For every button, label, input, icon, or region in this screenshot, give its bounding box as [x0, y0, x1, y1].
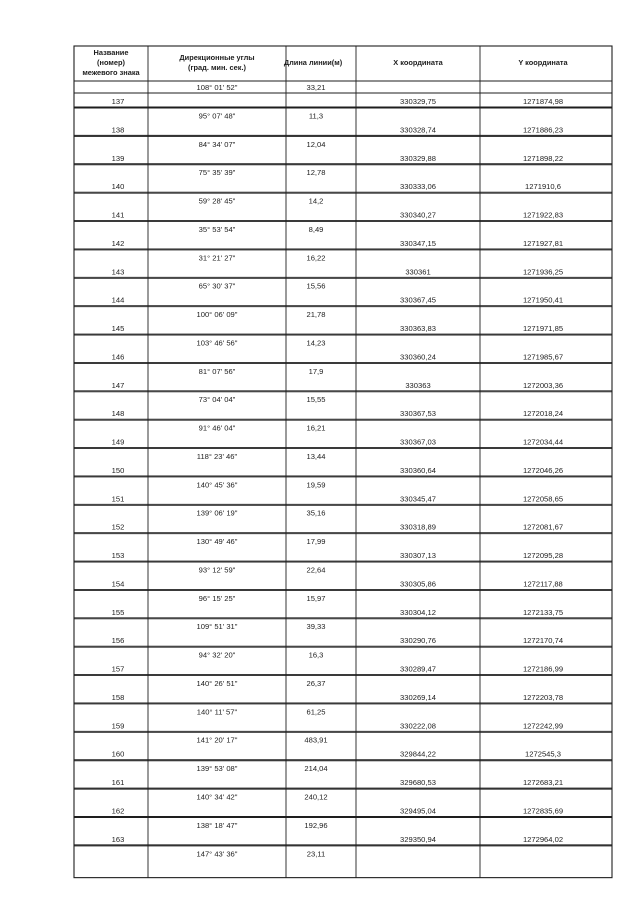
boundary-mark-number: 145	[111, 324, 125, 334]
direction-angle: 73° 04' 04"	[198, 395, 236, 405]
y-coordinate: 1272203,78	[522, 692, 564, 702]
boundary-mark-number: 162	[111, 806, 125, 816]
boundary-mark-number: 153	[111, 551, 125, 561]
direction-angle: 139° 53' 08"	[196, 764, 238, 774]
header-angle-line1: Дирекционные углы	[179, 53, 255, 62]
boundary-mark-number: 149	[111, 437, 125, 447]
direction-angle: 147° 43' 36"	[196, 849, 238, 859]
direction-angle: 103° 46' 56"	[196, 338, 238, 348]
y-coordinate: 1272964,02	[522, 834, 564, 844]
boundary-mark-number: 141	[111, 210, 125, 220]
line-length: 21,78	[306, 310, 326, 320]
direction-angle: 91° 46' 04"	[198, 423, 236, 433]
y-coordinate: 1272117,88	[523, 579, 563, 589]
direction-angle: 100° 06' 09"	[196, 310, 238, 320]
line-length: 16,22	[306, 253, 326, 263]
boundary-mark-number: 144	[111, 295, 125, 305]
direction-angle: 94° 32' 20"	[198, 650, 236, 660]
line-length: 16,3	[308, 650, 324, 660]
direction-angle: 93° 12' 59"	[198, 565, 236, 575]
table-body	[112, 83, 563, 858]
boundary-mark-number: 140	[111, 182, 125, 192]
boundary-mark-number: 147	[111, 380, 125, 390]
boundary-mark-number: 156	[111, 636, 125, 646]
y-coordinate: 1271910,6	[525, 182, 561, 192]
x-coordinate: 330367,03	[400, 437, 436, 447]
header-length: Длина линии(м)	[283, 58, 343, 67]
x-coordinate: 330289,47	[400, 664, 436, 674]
line-length: 23,11	[306, 849, 326, 859]
direction-angle: 108° 01' 52"	[196, 83, 238, 92]
direction-angle: 84° 34' 07"	[198, 139, 236, 149]
direction-angle: 140° 45' 36"	[196, 480, 238, 490]
y-coordinate: 1271985,67	[522, 352, 564, 362]
line-length: 33,21	[306, 83, 326, 92]
x-coordinate: 330367,53	[400, 409, 436, 419]
line-length: 12,04	[306, 139, 326, 149]
y-coordinate: 1272018,24	[522, 409, 564, 419]
boundary-mark-number: 146	[111, 352, 125, 362]
x-coordinate: 330360,64	[400, 465, 436, 475]
direction-angle: 140° 11' 57"	[196, 707, 238, 717]
direction-angle: 139° 06' 19"	[196, 508, 238, 518]
direction-angle: 35° 53' 54"	[198, 224, 236, 234]
x-coordinate: 330347,15	[400, 238, 436, 248]
header-mark-line1: Название	[93, 48, 129, 57]
y-coordinate: 1272835,69	[522, 806, 564, 816]
y-coordinate: 1272242,99	[522, 721, 564, 731]
boundary-mark-number: 154	[111, 579, 125, 589]
y-coordinate: 1271936,25	[522, 267, 564, 277]
y-coordinate: 1272683,21	[522, 778, 564, 788]
boundary-mark-number: 151	[111, 494, 125, 504]
boundary-mark-number: 138	[111, 125, 125, 135]
header-x-coordinate: X координата	[393, 58, 443, 67]
y-coordinate: 1272545,3	[525, 749, 561, 759]
line-length: 240,12	[304, 792, 328, 802]
direction-angle: 140° 34' 42"	[196, 792, 238, 802]
boundary-mark-number: 139	[111, 153, 125, 163]
line-length: 14,2	[308, 196, 324, 206]
boundary-mark-number: 163	[111, 834, 125, 844]
y-coordinate: 1271898,22	[522, 153, 564, 163]
y-coordinate: 1271874,98	[522, 97, 564, 106]
line-length: 19,59	[306, 480, 326, 490]
line-length: 483,91	[304, 735, 328, 745]
y-coordinate: 1272046,26	[522, 465, 564, 475]
x-coordinate: 329680,53	[400, 778, 436, 788]
y-coordinate: 1271950,41	[522, 295, 564, 305]
line-length: 12,78	[306, 168, 326, 178]
boundary-mark-number: 160	[111, 749, 125, 759]
direction-angle: 138° 18' 47"	[196, 820, 238, 830]
x-coordinate: 330345,47	[400, 494, 436, 504]
y-coordinate: 1271886,23	[522, 125, 564, 135]
line-length: 15,56	[306, 281, 326, 291]
x-coordinate: 330328,74	[400, 125, 436, 135]
x-coordinate: 329495,04	[400, 806, 436, 816]
x-coordinate: 329844,22	[400, 749, 436, 759]
x-coordinate: 330367,45	[400, 295, 436, 305]
direction-angle: 140° 26' 51"	[196, 678, 238, 688]
direction-angle: 59° 28' 45"	[198, 196, 236, 206]
line-length: 39,33	[306, 622, 326, 632]
x-coordinate: 329350,94	[400, 834, 436, 844]
y-coordinate: 1272186,99	[522, 664, 564, 674]
direction-angle: 130° 49' 46"	[196, 537, 238, 547]
boundary-mark-number: 143	[111, 267, 125, 277]
header-mark-line3: межевого знака	[82, 68, 140, 77]
x-coordinate: 330290,76	[400, 636, 436, 646]
line-length: 15,55	[306, 395, 326, 405]
y-coordinate: 1272034,44	[522, 437, 564, 447]
x-coordinate: 330307,13	[400, 551, 436, 561]
boundary-mark-number: 161	[111, 778, 125, 788]
x-coordinate: 330361	[405, 267, 431, 277]
direction-angle: 31° 21' 27"	[198, 253, 236, 263]
line-length: 22,64	[306, 565, 326, 575]
boundary-mark-number: 157	[111, 664, 125, 674]
x-coordinate: 330318,89	[400, 522, 436, 532]
header-mark-line2: (номер)	[97, 58, 125, 67]
direction-angle: 95° 07' 48"	[198, 111, 236, 121]
y-coordinate: 1272081,67	[522, 522, 564, 532]
x-coordinate: 330360,24	[400, 352, 436, 362]
line-length: 214,04	[304, 764, 328, 774]
direction-angle: 141° 20' 17"	[196, 735, 238, 745]
x-coordinate: 330363,83	[400, 324, 436, 334]
boundary-mark-number: 137	[111, 97, 125, 106]
y-coordinate: 1271922,83	[522, 210, 564, 220]
y-coordinate: 1271927,81	[522, 238, 564, 248]
boundary-mark-number: 150	[111, 465, 125, 475]
line-length: 35,16	[306, 508, 326, 518]
x-coordinate: 330269,14	[400, 692, 436, 702]
direction-angle: 109° 51' 31"	[196, 622, 238, 632]
header-angle-line2: (град. мин. сек.)	[188, 63, 246, 72]
table-header	[82, 48, 568, 77]
boundary-mark-number: 142	[111, 238, 125, 248]
line-length: 14,23	[306, 338, 326, 348]
direction-angle: 96° 15' 25"	[198, 593, 236, 603]
y-coordinate: 1272095,28	[522, 551, 564, 561]
line-length: 17,9	[308, 366, 324, 376]
y-coordinate: 1272170,74	[522, 636, 564, 646]
direction-angle: 65° 30' 37"	[198, 281, 236, 291]
x-coordinate: 330363	[405, 380, 431, 390]
line-length: 8,49	[308, 224, 324, 234]
line-length: 16,21	[306, 423, 326, 433]
boundary-mark-number: 155	[111, 607, 125, 617]
line-length: 13,44	[306, 451, 326, 461]
y-coordinate: 1272133,75	[522, 607, 564, 617]
y-coordinate: 1272058,65	[522, 494, 564, 504]
line-length: 17,99	[306, 537, 326, 547]
boundary-mark-number: 159	[111, 721, 125, 731]
x-coordinate: 330340,27	[400, 210, 436, 220]
direction-angle: 81° 07' 56"	[198, 366, 236, 376]
line-length: 61,25	[306, 707, 326, 717]
x-coordinate: 330333,06	[400, 182, 436, 192]
x-coordinate: 330305,86	[400, 579, 436, 589]
boundary-mark-number: 148	[111, 409, 125, 419]
line-length: 192,96	[304, 820, 328, 830]
direction-angle: 118° 23' 46"	[196, 451, 238, 461]
line-length: 11,3	[308, 111, 324, 121]
x-coordinate: 330304,12	[400, 607, 436, 617]
y-coordinate: 1271971,85	[522, 324, 564, 334]
line-length: 26,37	[306, 678, 326, 688]
boundary-mark-number: 152	[111, 522, 125, 532]
direction-angle: 75° 35' 39"	[198, 168, 236, 178]
x-coordinate: 330329,75	[400, 97, 436, 106]
header-y-coordinate: Y координата	[518, 58, 568, 67]
y-coordinate: 1272003,36	[522, 380, 564, 390]
x-coordinate: 330329,88	[400, 153, 436, 163]
line-length: 15,97	[306, 593, 326, 603]
x-coordinate: 330222,08	[400, 721, 436, 731]
boundary-mark-number: 158	[111, 692, 125, 702]
